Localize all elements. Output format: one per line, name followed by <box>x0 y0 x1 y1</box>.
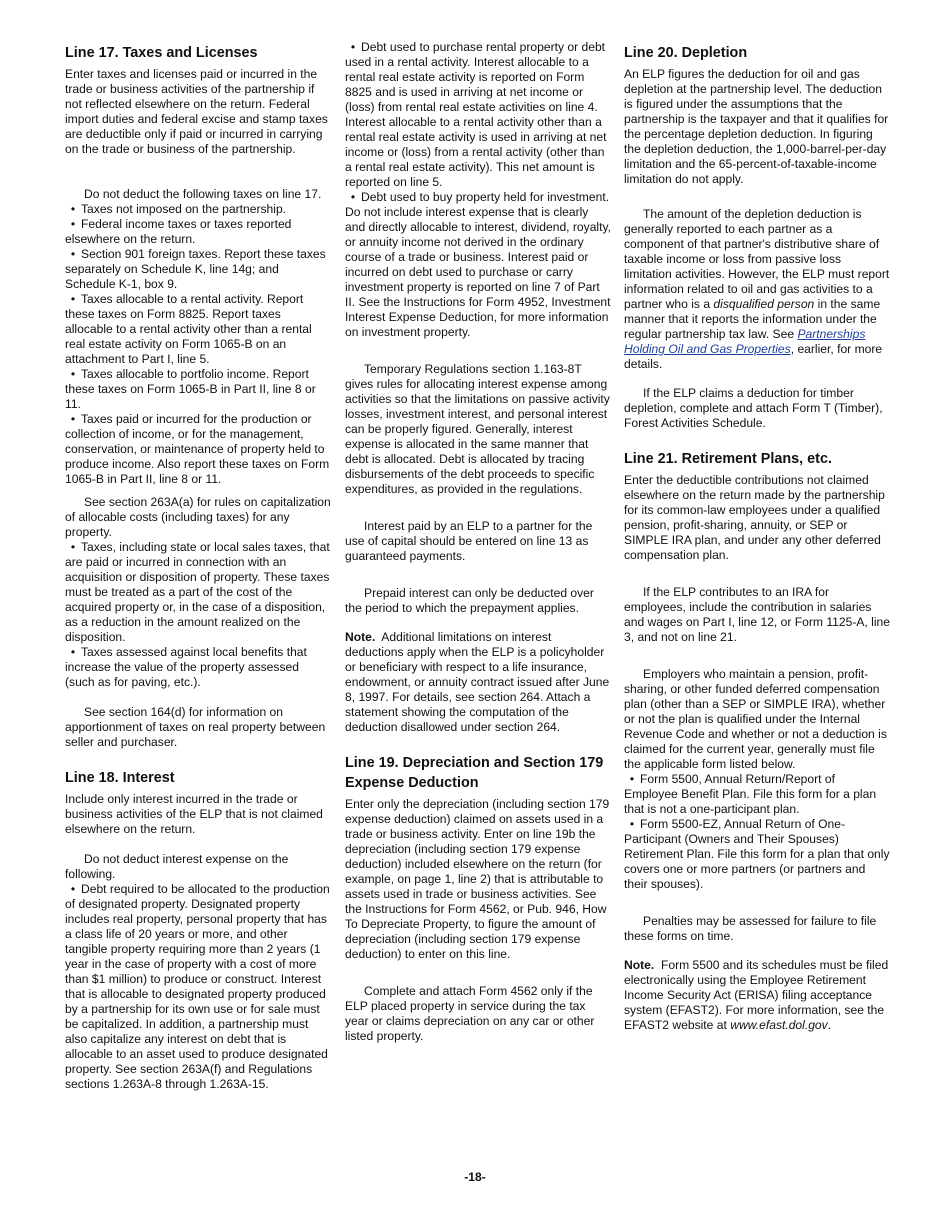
line17-do-not: Do not deduct the following taxes on line 17. <box>84 187 322 201</box>
note-end: . <box>827 1018 832 1032</box>
line21-ira: If the ELP contributes to an IRA for employees, include the contribution in salaries and wages on Part I, line 12, or Form 1125-A, line 3, and not on line 21. <box>624 585 890 644</box>
disqualified-person: disqualified person <box>713 297 815 311</box>
line20-intro: An ELP figures the deduction for oil and gas depletion at the partnership level. The deduction is figured under the assumptions that the partnership is the taxpayer and that it qualifies for the percentage depletion deduction. In figuring the depletion deduction, the 1,000-barrel-per-day limitation and the 65-percent-of-taxable-income limitation do not apply. <box>624 67 889 186</box>
amount-text-a: The amount of the depletion deduction is generally reported to each partner as a component of that partner's distributive share of taxable income or loss from passive loss limitation activities. However, the ELP must report information related to oil and gas activities to a partner who is a <box>624 207 890 311</box>
line21-intro: Enter the deductible contributions not claimed elsewhere on the return made by the partnership for its common-law employees under a qualified pension, profit-sharing, annuity, or SEP or SIMPLE IRA plan, and under any other deferred compensation plan. <box>624 473 885 562</box>
prepaid-paragraph: Prepaid interest can only be deducted over the period to which the prepayment applies. <box>345 586 594 615</box>
line17-bullet: • Taxes, including state or local sales taxes, that are paid or incurred in connection with an acquisition or disposition of property. These taxes must be treated as a part of the cost of the acquired property or, in the case of a disposition, as a reduction in the amount realized on the disposition. <box>65 540 331 645</box>
note-label: Note. <box>345 630 376 644</box>
line20-timber: If the ELP claims a deduction for timber depletion, complete and attach Form T (Timber), Forest Activities Schedule. <box>624 386 883 430</box>
column-middle <box>345 40 611 1044</box>
line20-heading: Line 20. Depletion <box>624 45 748 61</box>
interest-paid-paragraph: Interest paid by an ELP to a partner for the use of capital should be entered on line 13 as guaranteed payments. <box>345 519 593 563</box>
line21-heading: Line 21. Retirement Plans, etc. <box>624 451 832 467</box>
line17-see-164d: See section 164(d) for information on apportionment of taxes on real property between seller and purchaser. <box>65 705 326 749</box>
line17-heading: Line 17. Taxes and Licenses <box>65 45 258 61</box>
line18-heading: Line 18. Interest <box>65 770 175 786</box>
line21-bullet: • Form 5500, Annual Return/Report of Employee Benefit Plan. File this form for a plan that is not a one-participant plan. <box>624 772 890 817</box>
note-text: Additional limitations on interest deductions apply when the ELP is a policyholder or beneficiary with respect to a life insurance, endowment, or annuity contract issued after June 8, 1997. For details, see section 264. Attach a statement showing the computation of the deduction disallowed under section 264. <box>345 630 610 734</box>
line20-amount-paragraph <box>624 207 890 372</box>
line21-bullet: • Form 5500-EZ, Annual Return of One-Participant (Owners and Their Spouses) Retirement Plan. File this form for a plan that only covers one or more partners (or partners and their spouses). <box>624 817 890 892</box>
line21-penalties: Penalties may be assessed for failure to file these forms on time. <box>624 914 877 943</box>
note-label: Note. <box>624 958 655 972</box>
line18-bullet: • Debt required to be allocated to the production of designated property. Designated property includes real property, personal property that has a class life of 20 years or more, and other tangible property requiring more than 2 years (1 year in the case of property with a cost of more than $1 million) to produce or construct. Interest that is allocable to designated property produced by a partnership for its own use or for sale must be capitalized. In addition, a partnership must also capitalize any interest on debt that is allocable to an asset used to produce designated property. See section 263A(f) and Regulations sections 1.263A-8 through 1.263A-15. <box>65 882 331 1092</box>
line17-bullet: • Taxes allocable to portfolio income. Report these taxes on Form 1065-B in Part II, line 8 or 11. <box>65 367 331 412</box>
line21-note <box>624 958 890 1033</box>
note-text: Form 5500 and its schedules must be filed electronically using the Employee Retirement Income Security Act (ERISA) filing acceptance system (EFAST2). For more information, see the EFAST2 website at <box>624 958 889 1032</box>
line18-intro: Include only interest incurred in the trade or business activities of the ELP that is not claimed elsewhere on the return. <box>65 792 323 836</box>
page-number: -18- <box>464 1170 486 1184</box>
amount-text-c: , earlier, for more details. <box>624 342 883 371</box>
line18-bullet: • Debt used to purchase rental property or debt used in a rental activity. Interest allocable to a rental real estate activity is reported on Form 8825 and is used in arriving at net income or (loss) from rental real estate activities on line 4. Interest allocable to a rental activity other than a rental real estate activity is used in arriving at net income or (loss) from a rental activity (other than a rental real estate activity). This net amount is reported on line 5. <box>345 40 611 190</box>
column-right <box>624 40 890 1033</box>
oil-gas-properties-link[interactable]: Partnerships Holding Oil and Gas Properties <box>624 327 866 356</box>
line19-intro: Enter only the depreciation (including section 179 expense deduction) claimed on assets used in a trade or business activity. Enter on line 19b the depreciation (including section 179 expense deduction) included elsewhere on the return (for example, on page 1, line 2) that is attributable to assets used in trade or business activities. See the Instructions for Form 4562, or Pub. 946, How To Depreciate Property, to figure the amount of depreciation (including section 179 expense deduction) to enter on this line. <box>345 797 610 961</box>
amount-text-b: in the same manner that it reports the information under the regular partnership tax law. See <box>624 297 881 341</box>
line17-bullet: • Taxes assessed against local benefits that increase the value of the property assessed (such as for paving, etc.). <box>65 645 331 690</box>
column-left <box>65 40 331 1092</box>
line18-bullet: • Debt used to buy property held for investment. Do not include interest expense that is clearly and directly allocable to interest, dividend, royalty, or annuity income not derived in the ordinary course of a trade or business. Interest paid or incurred on debt used to purchase or carry investment property is reported on line 7 of Part II. See the Instructions for Form 4952, Investment Interest Expense Deduction, for more information on investment property. <box>345 190 611 340</box>
line19-heading: Line 19. Depreciation and Section 179 Expense Deduction <box>345 755 604 791</box>
line21-employers: Employers who maintain a pension, profit-sharing, or other funded deferred compensation plan (other than a SEP or SIMPLE IRA), whether or not the plan is qualified under the Internal Revenue Code and whether or not a deduction is claimed for the current year, generally must file the applicable form listed below. <box>624 667 887 771</box>
line17-bullet: • Federal income taxes or taxes reported elsewhere on the return. <box>65 217 331 247</box>
line17-bullet: • Section 901 foreign taxes. Report these taxes separately on Schedule K, line 14g; and Schedule K-1, box 9. <box>65 247 331 292</box>
line17-bullet: • Taxes paid or incurred for the production or collection of income, or for the management, conservation, or maintenance of property held to produce income. Also report these taxes on Form 1065-B in Part II, line 8 or 11. <box>65 412 331 487</box>
line17-bullet: • Taxes allocable to a rental activity. Report these taxes on Form 8825. Report taxes allocable to a rental activity other than a rental real estate activity on Form 1065-B on an attachment to Part I, line 5. <box>65 292 331 367</box>
line17-bullet: • Taxes not imposed on the partnership. <box>65 202 331 217</box>
note-paragraph <box>345 630 611 735</box>
line19-complete: Complete and attach Form 4562 only if the ELP placed property in service during the tax year or claims depreciation on any car or other listed property. <box>345 984 595 1043</box>
efast-url[interactable]: www.efast.dol.gov <box>730 1018 828 1032</box>
line17-see-263a: See section 263A(a) for rules on capitalization of allocable costs (including taxes) for any property. <box>65 495 331 539</box>
temp-regs-paragraph: Temporary Regulations section 1.163-8T gives rules for allocating interest expense among activities so that the limitations on passive activity losses, investment interest, and personal interest can be properly figured. Generally, interest expense is allocated in the same manner that debt is allocated. Debt is allocated by tracing disbursements of the debt proceeds to specific expenditures, as provided in the regulations. <box>345 362 610 496</box>
line17-intro: Enter taxes and licenses paid or incurred in the trade or business activities of the partnership if not reflected elsewhere on the return. Federal import duties and federal excise and stamp taxes are deductible only if paid or incurred in carrying on the trade or business of the partnership. <box>65 67 328 156</box>
line18-do-not: Do not deduct interest expense on the following. <box>65 852 289 881</box>
